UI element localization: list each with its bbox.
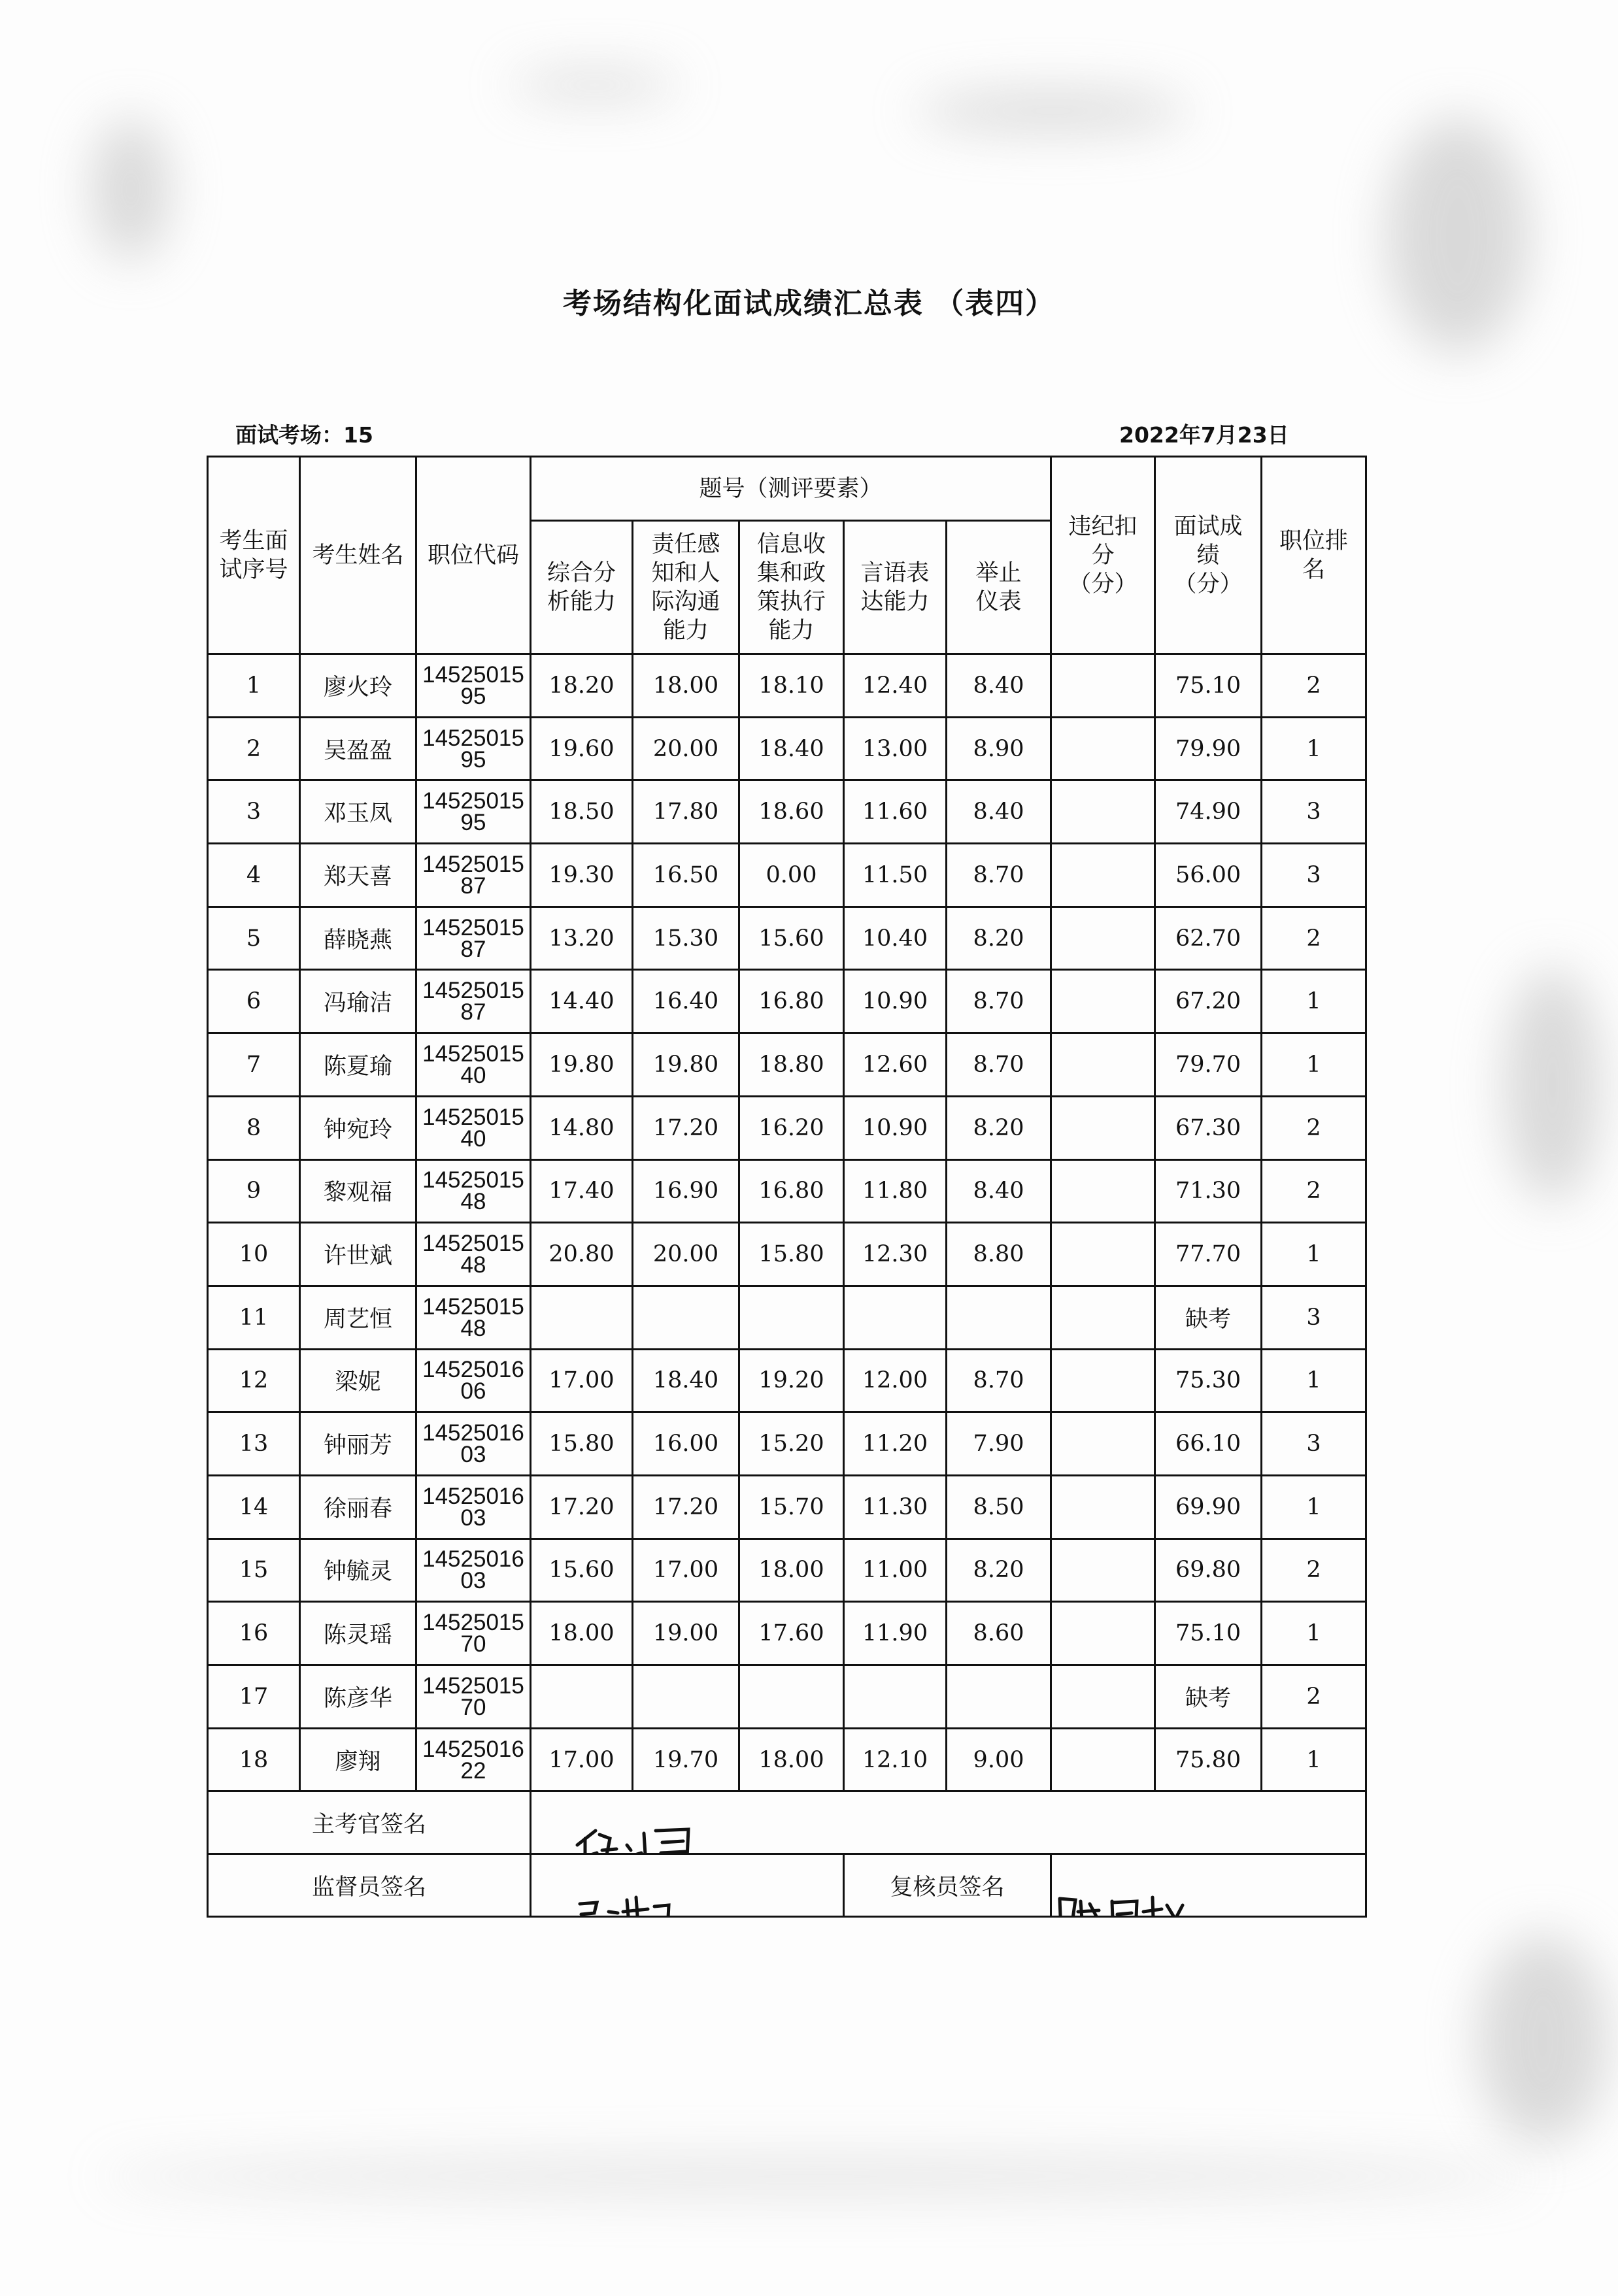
cell-position-code: 1452501548	[416, 1223, 531, 1286]
header-deduction: 违纪扣分（分）	[1051, 457, 1155, 654]
scan-smudge	[915, 92, 1190, 131]
cell-q3-score	[739, 1665, 844, 1729]
table-row	[208, 907, 1366, 970]
cell-q2-score: 16.00	[633, 1412, 739, 1476]
cell-q1-score: 15.80	[531, 1412, 633, 1476]
cell-seq: 2	[208, 717, 300, 780]
cell-interview-score: 67.30	[1155, 1096, 1262, 1159]
cell-interview-score: 66.10	[1155, 1412, 1262, 1476]
cell-position-rank: 1	[1262, 1349, 1366, 1412]
cell-q2-score: 16.90	[633, 1159, 739, 1223]
cell-name: 薛晓燕	[300, 907, 416, 970]
cell-q4-score: 13.00	[844, 717, 947, 780]
cell-position-rank: 2	[1262, 654, 1366, 718]
handwritten-signature-reviewer	[1052, 1886, 1248, 1917]
cell-q2-score: 18.00	[633, 654, 739, 718]
cell-q2-score: 16.50	[633, 844, 739, 907]
cell-q4-score: 11.60	[844, 780, 947, 844]
cell-q1-score: 15.60	[531, 1539, 633, 1602]
cell-q2-score: 15.30	[633, 907, 739, 970]
cell-q3-score: 18.60	[739, 780, 844, 844]
cell-position-code: 1452501595	[416, 717, 531, 780]
cell-seq: 10	[208, 1223, 300, 1286]
cell-position-rank: 2	[1262, 1096, 1366, 1159]
cell-name: 许世斌	[300, 1223, 416, 1286]
cell-q4-score: 11.50	[844, 844, 947, 907]
cell-q1-score: 17.00	[531, 1728, 633, 1791]
cell-q4-score: 10.90	[844, 1096, 947, 1159]
scan-smudge	[1477, 1935, 1608, 2144]
table-row	[208, 844, 1366, 907]
cell-q1-score: 20.80	[531, 1223, 633, 1286]
cell-q1-score: 18.20	[531, 654, 633, 718]
cell-interview-score: 75.10	[1155, 1602, 1262, 1665]
scan-smudge	[1504, 967, 1602, 1203]
scan-smudge	[92, 118, 170, 261]
cell-seq: 1	[208, 654, 300, 718]
cell-q1-score: 19.60	[531, 717, 633, 780]
cell-position-rank: 2	[1262, 907, 1366, 970]
cell-q2-score: 17.20	[633, 1475, 739, 1539]
cell-deduction	[1051, 654, 1155, 718]
cell-deduction	[1051, 1033, 1155, 1097]
cell-interview-score: 79.70	[1155, 1033, 1262, 1097]
header-q4: 言语表达能力	[844, 521, 947, 654]
table-row	[208, 654, 1366, 718]
cell-deduction	[1051, 844, 1155, 907]
cell-deduction	[1051, 970, 1155, 1033]
cell-name: 吴盈盈	[300, 717, 416, 780]
cell-name: 陈彦华	[300, 1665, 416, 1729]
cell-q3-score: 15.60	[739, 907, 844, 970]
header-q3: 信息收集和政策执行能力	[739, 521, 844, 654]
cell-position-code: 1452501587	[416, 970, 531, 1033]
cell-interview-score: 67.20	[1155, 970, 1262, 1033]
header-name: 考生姓名	[300, 457, 416, 654]
cell-q2-score: 19.80	[633, 1033, 739, 1097]
cell-q4-score: 11.80	[844, 1159, 947, 1223]
cell-q4-score: 12.10	[844, 1728, 947, 1791]
table-row	[208, 1539, 1366, 1602]
cell-seq: 9	[208, 1159, 300, 1223]
cell-q3-score: 18.00	[739, 1728, 844, 1791]
cell-q3-score: 16.20	[739, 1096, 844, 1159]
cell-position-code: 1452501587	[416, 907, 531, 970]
cell-q2-score: 19.00	[633, 1602, 739, 1665]
exam-date: 2022年7月23日	[1119, 422, 1289, 448]
cell-q3-score: 18.00	[739, 1539, 844, 1602]
cell-q5-score: 8.20	[947, 1539, 1051, 1602]
cell-name: 陈夏瑜	[300, 1033, 416, 1097]
cell-q2-score: 16.40	[633, 970, 739, 1033]
cell-seq: 3	[208, 780, 300, 844]
cell-q1-score: 14.40	[531, 970, 633, 1033]
cell-position-code: 1452501622	[416, 1728, 531, 1791]
cell-q4-score: 12.60	[844, 1033, 947, 1097]
chief-examiner-signature	[531, 1791, 1366, 1854]
table-row	[208, 1602, 1366, 1665]
cell-name: 冯瑜洁	[300, 970, 416, 1033]
cell-name: 钟丽芳	[300, 1412, 416, 1476]
cell-name: 徐丽春	[300, 1475, 416, 1539]
cell-name: 黎观福	[300, 1159, 416, 1223]
cell-deduction	[1051, 1159, 1155, 1223]
cell-name: 钟宛玲	[300, 1096, 416, 1159]
cell-interview-score: 79.90	[1155, 717, 1262, 780]
cell-position-code: 1452501603	[416, 1539, 531, 1602]
header-code: 职位代码	[416, 457, 531, 654]
cell-q5-score: 8.70	[947, 844, 1051, 907]
cell-interview-score: 69.90	[1155, 1475, 1262, 1539]
cell-q2-score	[633, 1286, 739, 1349]
cell-position-code: 1452501540	[416, 1096, 531, 1159]
cell-q5-score: 8.70	[947, 1033, 1051, 1097]
cell-deduction	[1051, 1665, 1155, 1729]
cell-q3-score: 0.00	[739, 844, 844, 907]
cell-position-code: 1452501548	[416, 1159, 531, 1223]
cell-deduction	[1051, 1412, 1155, 1476]
table-row	[208, 1728, 1366, 1791]
table-row	[208, 1223, 1366, 1286]
cell-q3-score: 16.80	[739, 970, 844, 1033]
handwritten-signature-supervisor	[571, 1887, 741, 1917]
cell-q5-score: 8.70	[947, 970, 1051, 1033]
cell-q5-score: 8.90	[947, 717, 1051, 780]
cell-deduction	[1051, 1475, 1155, 1539]
cell-seq: 6	[208, 970, 300, 1033]
cell-interview-score: 75.30	[1155, 1349, 1262, 1412]
header-question-group: 题号（测评要素）	[531, 457, 1051, 521]
cell-q2-score: 17.20	[633, 1096, 739, 1159]
header-q2: 责任感知和人际沟通能力	[633, 521, 739, 654]
cell-position-rank: 1	[1262, 1602, 1366, 1665]
table-row	[208, 1475, 1366, 1539]
cell-position-rank: 1	[1262, 970, 1366, 1033]
header-position-rank: 职位排名	[1262, 457, 1366, 654]
cell-q1-score: 18.50	[531, 780, 633, 844]
cell-position-rank: 2	[1262, 1159, 1366, 1223]
header-q5: 举止仪表	[947, 521, 1051, 654]
cell-position-rank: 2	[1262, 1665, 1366, 1729]
cell-interview-score: 69.80	[1155, 1539, 1262, 1602]
cell-position-code: 1452501548	[416, 1286, 531, 1349]
scan-smudge	[510, 72, 680, 98]
cell-deduction	[1051, 1349, 1155, 1412]
cell-q5-score	[947, 1665, 1051, 1729]
cell-q4-score	[844, 1665, 947, 1729]
cell-q1-score: 19.30	[531, 844, 633, 907]
cell-q4-score: 10.40	[844, 907, 947, 970]
cell-deduction	[1051, 1096, 1155, 1159]
cell-name: 廖翔	[300, 1728, 416, 1791]
cell-position-rank: 2	[1262, 1539, 1366, 1602]
cell-q1-score: 13.20	[531, 907, 633, 970]
table-row	[208, 1159, 1366, 1223]
cell-seq: 7	[208, 1033, 300, 1097]
cell-deduction	[1051, 1286, 1155, 1349]
exam-room-label: 面试考场：15	[235, 422, 373, 448]
cell-q3-score: 18.80	[739, 1033, 844, 1097]
cell-seq: 15	[208, 1539, 300, 1602]
cell-q1-score	[531, 1286, 633, 1349]
cell-position-rank: 1	[1262, 1033, 1366, 1097]
cell-q4-score: 10.90	[844, 970, 947, 1033]
cell-q4-score: 12.30	[844, 1223, 947, 1286]
cell-seq: 16	[208, 1602, 300, 1665]
cell-position-rank: 3	[1262, 780, 1366, 844]
cell-q3-score: 19.20	[739, 1349, 844, 1412]
cell-position-code: 1452501540	[416, 1033, 531, 1097]
cell-name: 钟毓灵	[300, 1539, 416, 1602]
cell-q4-score: 11.00	[844, 1539, 947, 1602]
cell-q5-score: 8.40	[947, 654, 1051, 718]
cell-q5-score: 8.20	[947, 907, 1051, 970]
cell-deduction	[1051, 1602, 1155, 1665]
cell-q4-score: 12.40	[844, 654, 947, 718]
cell-name: 邓玉凤	[300, 780, 416, 844]
cell-q3-score: 18.10	[739, 654, 844, 718]
supervisor-signature	[531, 1854, 844, 1917]
cell-interview-score: 75.80	[1155, 1728, 1262, 1791]
chief-examiner-label: 主考官签名	[208, 1791, 531, 1854]
cell-deduction	[1051, 1539, 1155, 1602]
cell-q2-score: 19.70	[633, 1728, 739, 1791]
reviewer-signature	[1051, 1854, 1366, 1917]
handwritten-signature-chief	[571, 1819, 741, 1854]
cell-q3-score: 17.60	[739, 1602, 844, 1665]
cell-q4-score	[844, 1286, 947, 1349]
cell-position-rank: 3	[1262, 844, 1366, 907]
cell-position-rank: 1	[1262, 1475, 1366, 1539]
cell-q4-score: 12.00	[844, 1349, 947, 1412]
cell-q1-score	[531, 1665, 633, 1729]
cell-seq: 12	[208, 1349, 300, 1412]
cell-interview-score: 77.70	[1155, 1223, 1262, 1286]
cell-deduction	[1051, 717, 1155, 780]
table-row	[208, 717, 1366, 780]
cell-seq: 13	[208, 1412, 300, 1476]
cell-position-code: 1452501595	[416, 780, 531, 844]
cell-q5-score	[947, 1286, 1051, 1349]
cell-seq: 18	[208, 1728, 300, 1791]
cell-q5-score: 8.60	[947, 1602, 1051, 1665]
cell-q4-score: 11.20	[844, 1412, 947, 1476]
table-row	[208, 970, 1366, 1033]
cell-q2-score: 18.40	[633, 1349, 739, 1412]
cell-deduction	[1051, 1223, 1155, 1286]
cell-position-code: 1452501570	[416, 1665, 531, 1729]
cell-q5-score: 8.20	[947, 1096, 1051, 1159]
reviewer-label: 复核员签名	[844, 1854, 1051, 1917]
table-row	[208, 1096, 1366, 1159]
cell-position-code: 1452501603	[416, 1412, 531, 1476]
cell-q2-score	[633, 1665, 739, 1729]
header-interview-score: 面试成绩（分）	[1155, 457, 1262, 654]
table-row	[208, 1286, 1366, 1349]
cell-q5-score: 8.50	[947, 1475, 1051, 1539]
header-q1: 综合分析能力	[531, 521, 633, 654]
scan-smudge	[98, 2157, 1536, 2196]
cell-deduction	[1051, 907, 1155, 970]
cell-position-rank: 1	[1262, 1223, 1366, 1286]
table-row	[208, 1412, 1366, 1476]
cell-seq: 14	[208, 1475, 300, 1539]
cell-seq: 17	[208, 1665, 300, 1729]
table-row	[208, 780, 1366, 844]
cell-q1-score: 18.00	[531, 1602, 633, 1665]
cell-seq: 5	[208, 907, 300, 970]
cell-q1-score: 17.20	[531, 1475, 633, 1539]
cell-interview-score: 缺考	[1155, 1286, 1262, 1349]
cell-q1-score: 17.40	[531, 1159, 633, 1223]
cell-interview-score: 缺考	[1155, 1665, 1262, 1729]
cell-seq: 4	[208, 844, 300, 907]
cell-deduction	[1051, 780, 1155, 844]
cell-position-code: 1452501587	[416, 844, 531, 907]
cell-position-rank: 3	[1262, 1286, 1366, 1349]
cell-q3-score: 18.40	[739, 717, 844, 780]
cell-q5-score: 8.80	[947, 1223, 1051, 1286]
cell-interview-score: 62.70	[1155, 907, 1262, 970]
cell-q4-score: 11.30	[844, 1475, 947, 1539]
cell-q2-score: 20.00	[633, 717, 739, 780]
table-row	[208, 1665, 1366, 1729]
header-seq: 考生面试序号	[208, 457, 300, 654]
cell-position-code: 1452501570	[416, 1602, 531, 1665]
cell-q3-score: 15.20	[739, 1412, 844, 1476]
cell-interview-score: 56.00	[1155, 844, 1262, 907]
cell-q5-score: 9.00	[947, 1728, 1051, 1791]
cell-name: 郑天喜	[300, 844, 416, 907]
document-title: 考场结构化面试成绩汇总表 （表四）	[562, 287, 1056, 320]
cell-name: 廖火玲	[300, 654, 416, 718]
cell-seq: 8	[208, 1096, 300, 1159]
cell-q4-score: 11.90	[844, 1602, 947, 1665]
score-table	[207, 456, 1367, 1918]
table-row	[208, 1033, 1366, 1097]
cell-position-rank: 1	[1262, 1728, 1366, 1791]
cell-position-code: 1452501603	[416, 1475, 531, 1539]
cell-q3-score: 15.80	[739, 1223, 844, 1286]
cell-position-rank: 1	[1262, 717, 1366, 780]
cell-q2-score: 17.80	[633, 780, 739, 844]
cell-q5-score: 7.90	[947, 1412, 1051, 1476]
cell-position-code: 1452501595	[416, 654, 531, 718]
cell-deduction	[1051, 1728, 1155, 1791]
cell-interview-score: 75.10	[1155, 654, 1262, 718]
cell-name: 梁妮	[300, 1349, 416, 1412]
cell-q3-score: 15.70	[739, 1475, 844, 1539]
table-row	[208, 1349, 1366, 1412]
cell-position-rank: 3	[1262, 1412, 1366, 1476]
cell-q5-score: 8.40	[947, 780, 1051, 844]
cell-position-code: 1452501606	[416, 1349, 531, 1412]
cell-q2-score: 20.00	[633, 1223, 739, 1286]
cell-q5-score: 8.70	[947, 1349, 1051, 1412]
cell-seq: 11	[208, 1286, 300, 1349]
cell-q1-score: 19.80	[531, 1033, 633, 1097]
cell-q3-score	[739, 1286, 844, 1349]
cell-interview-score: 71.30	[1155, 1159, 1262, 1223]
cell-q2-score: 17.00	[633, 1539, 739, 1602]
cell-interview-score: 74.90	[1155, 780, 1262, 844]
supervisor-label: 监督员签名	[208, 1854, 531, 1917]
cell-name: 陈灵瑶	[300, 1602, 416, 1665]
cell-q5-score: 8.40	[947, 1159, 1051, 1223]
cell-q1-score: 14.80	[531, 1096, 633, 1159]
cell-q3-score: 16.80	[739, 1159, 844, 1223]
cell-q1-score: 17.00	[531, 1349, 633, 1412]
cell-name: 周艺恒	[300, 1286, 416, 1349]
